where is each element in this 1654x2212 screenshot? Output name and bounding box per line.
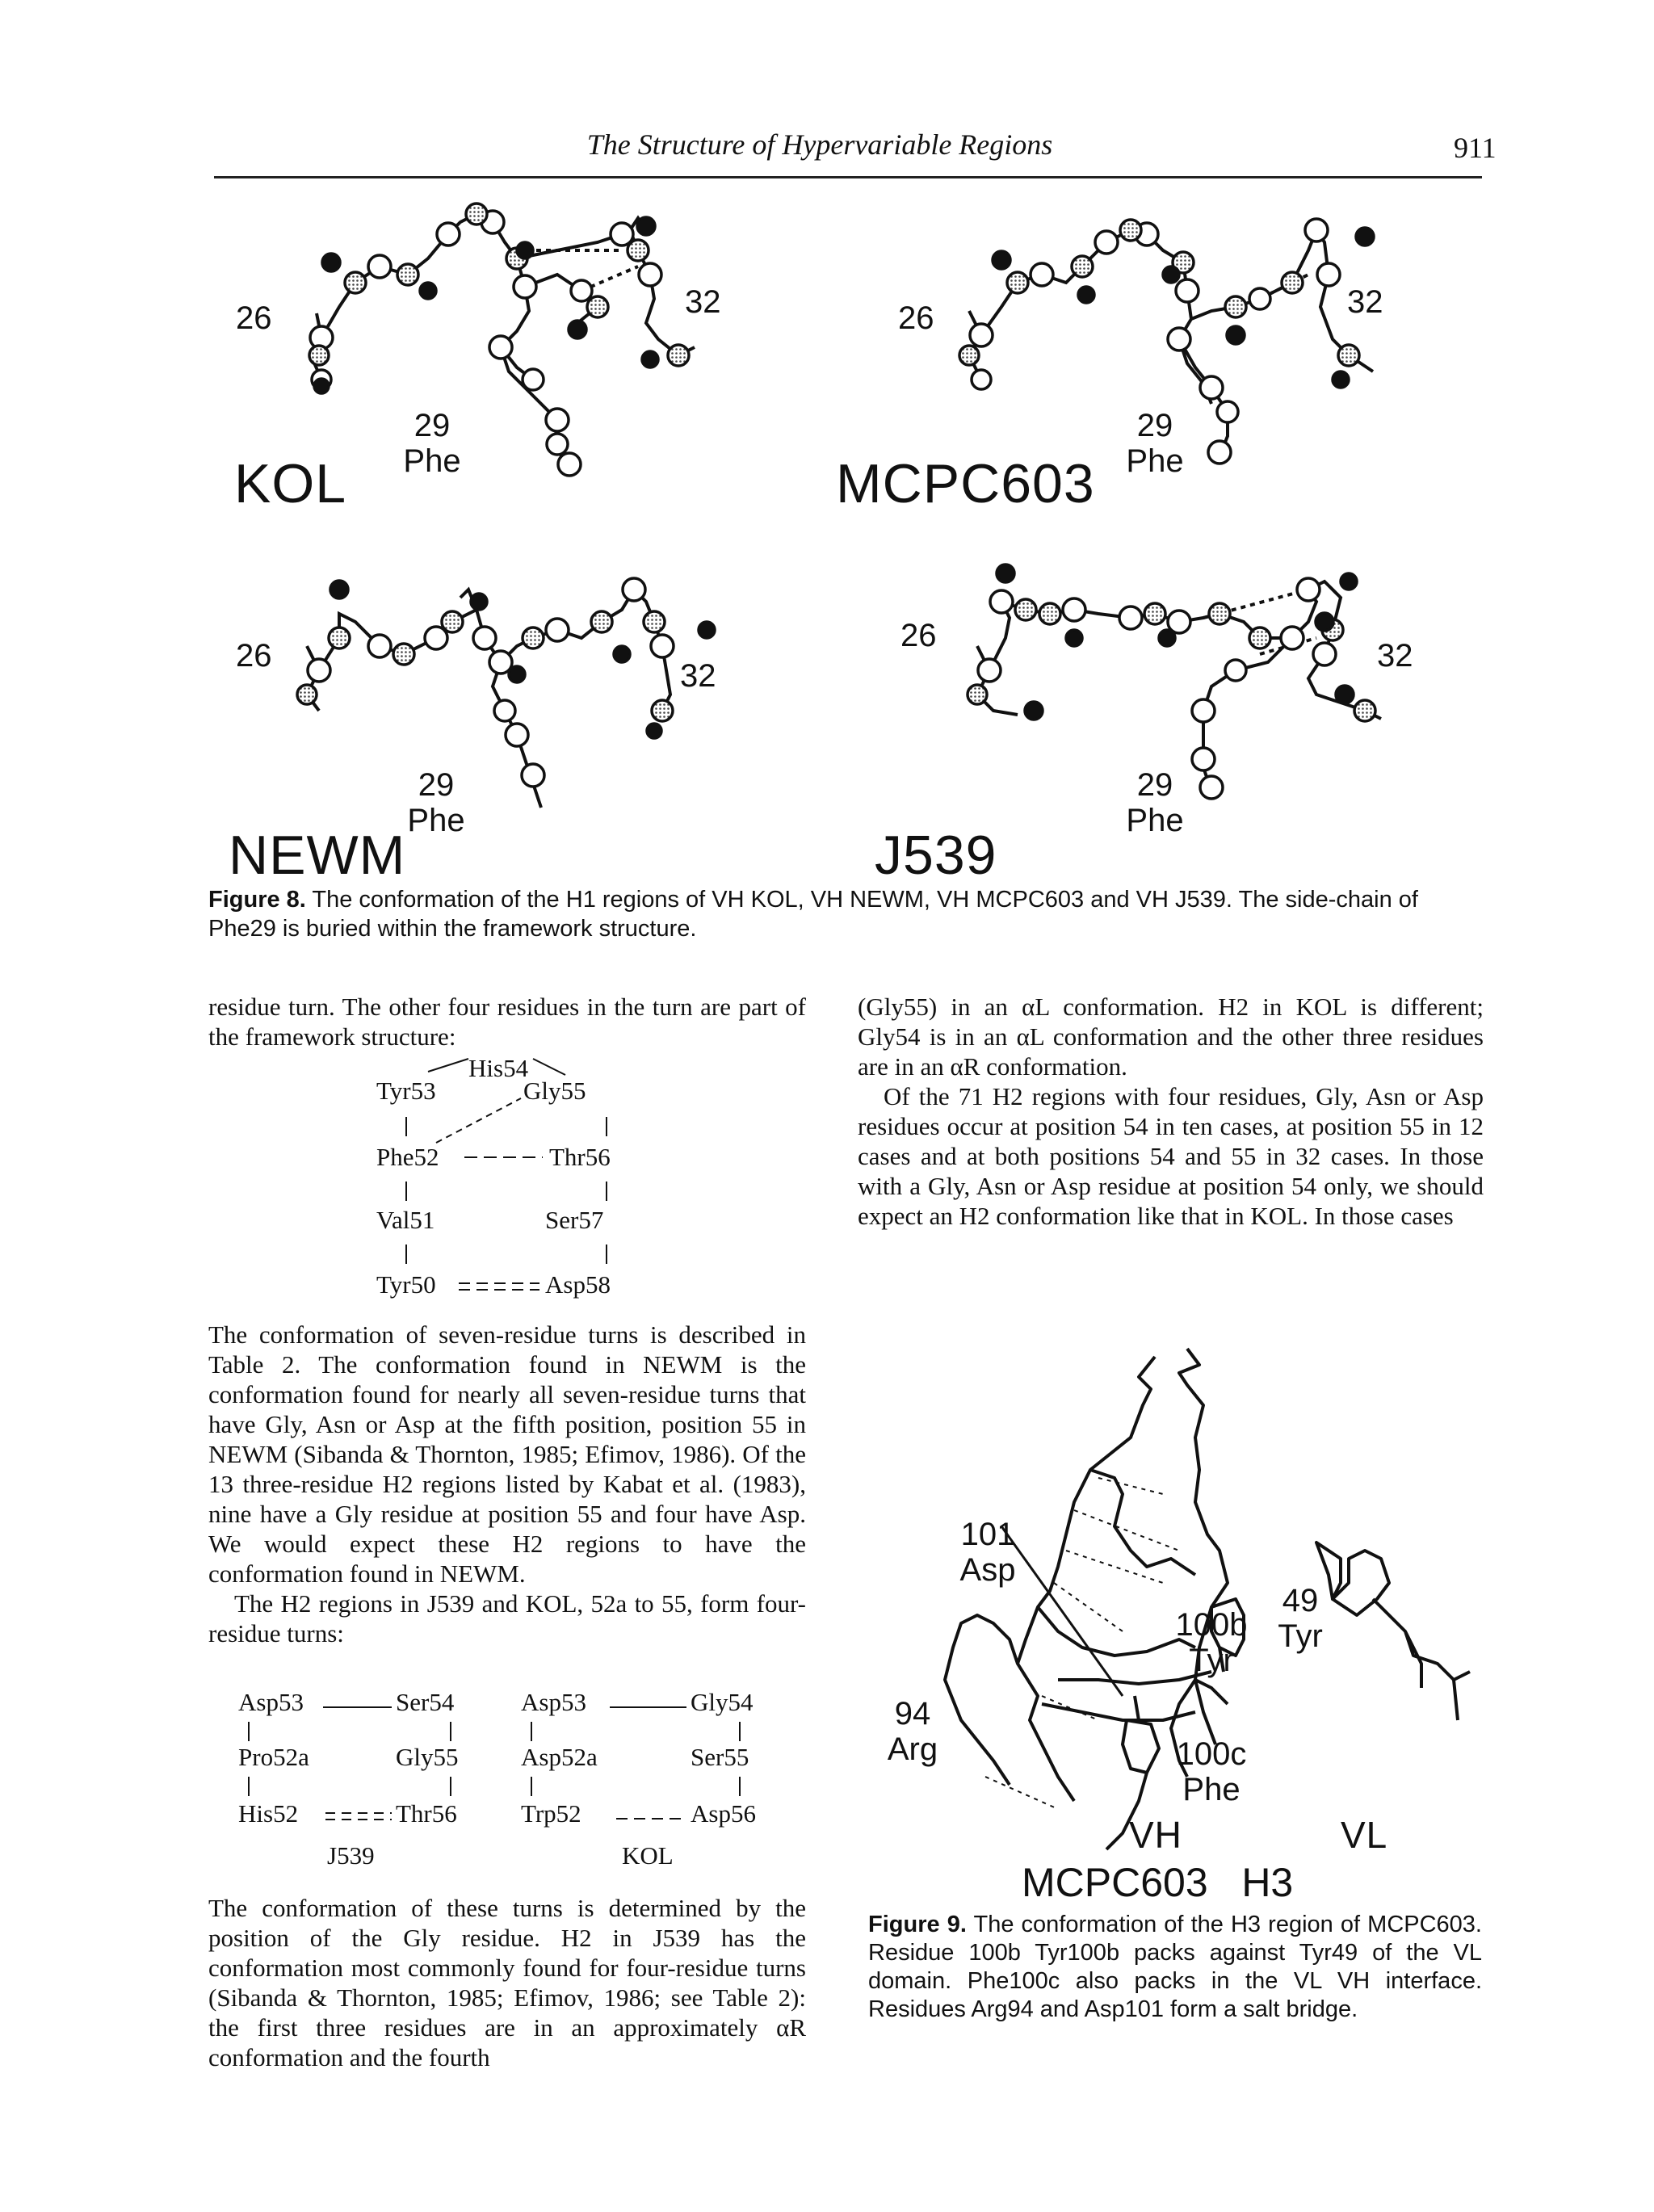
fig9-arg-label (876, 1696, 949, 1767)
fig9-phe-label (1167, 1736, 1256, 1807)
page-number: 911 (1454, 132, 1497, 164)
j539-gly55: Gly55 (396, 1743, 459, 1771)
figure8-caption-label: Figure 8. (208, 887, 306, 913)
four-residue-turn-scheme (238, 1688, 804, 1882)
figure8-caption (208, 885, 1484, 943)
j539-pro52a: Pro52a (238, 1743, 309, 1771)
left-col-bottom (208, 1893, 806, 2072)
fig9-tyr100b-label (1167, 1607, 1256, 1678)
scheme2-hbonds (238, 1688, 804, 1882)
scheme1-asp58: Asp58 (545, 1270, 611, 1299)
fig9-tyr49-name: Tyr (1278, 1618, 1323, 1654)
fig9-arg-number: 94 (894, 1696, 931, 1731)
kol-label: KOL (234, 453, 347, 514)
kol-asp53: Asp53 (521, 1688, 586, 1716)
figure9-caption-label: Figure 9. (868, 1912, 967, 1937)
scheme1-val51: Val51 (376, 1206, 435, 1234)
mcpc603-label: MCPC603 (836, 453, 1095, 514)
left-col-top (208, 992, 806, 1051)
fig9-phe-number: 100c (1176, 1736, 1247, 1772)
mcpc603-residue (1119, 408, 1191, 479)
running-title: The Structure of Hypervariable Regions (586, 128, 1053, 161)
j539-asp53: Asp53 (238, 1688, 304, 1716)
fig9-arg-name: Arg (887, 1731, 938, 1767)
fig9-asp-number: 101 (960, 1517, 1015, 1552)
newm-residue-number: 29 (418, 767, 455, 803)
j539-scheme-label: J539 (327, 1841, 375, 1870)
j539-residue-number: 29 (1136, 767, 1173, 803)
figure9-title: MCPC603 H3 (1022, 1860, 1294, 1905)
j539-residue-name: Phe (1126, 803, 1184, 838)
kol-scheme-label: KOL (622, 1841, 674, 1870)
j539-start-label: 26 (900, 618, 937, 653)
j539-label: J539 (875, 825, 997, 886)
newm-end-label: 32 (680, 658, 716, 694)
kol-asp56: Asp56 (691, 1799, 756, 1828)
fig9-tyr100b-name: Tyr (1189, 1643, 1234, 1678)
fig9-phe-name: Phe (1182, 1772, 1240, 1807)
scheme1-tyr53: Tyr53 (376, 1077, 436, 1105)
right-para-1: (Gly55) in an αL conformation. H2 in KOL is different; Gly54 is in an αL conformation and the other three residues are in an αR conformation. (858, 993, 1484, 1081)
kol-residue-name: Phe (403, 443, 461, 479)
j539-residue (1119, 767, 1191, 838)
figure9-caption (868, 1911, 1482, 2024)
newm-backbone (307, 590, 670, 808)
left-para-2: The conformation of seven-residue turns is described in Table 2. The conformation found in NEWM is the conformation found for nearly all seven-residue turns that have Gly, Asn or Asp at the fifth position, position 55 in NEWM (Sibanda & Thornton, 1985; Efimov, 1986). Of the 13 three-residue H2 regions listed by Kabat et al. (1983), nine have a Gly residue at position 55 and four have Asp. We would expect these H2 regions to have the conformation found in NEWM. (208, 1320, 806, 1588)
mcpc603-start-label: 26 (898, 300, 934, 336)
newm-residue-name: Phe (407, 803, 465, 838)
left-para-3: The H2 regions in J539 and KOL, 52a to 55, form four-residue turns: (208, 1589, 806, 1647)
kol-asp52a: Asp52a (521, 1743, 598, 1771)
scheme1-his54: His54 (468, 1054, 529, 1082)
j539-end-label: 32 (1377, 638, 1413, 674)
fig9-tyr49-number: 49 (1282, 1583, 1319, 1618)
fig9-vl-label: VL (1341, 1814, 1388, 1856)
mcpc603-end-label: 32 (1347, 284, 1383, 320)
kol-trp52: Trp52 (521, 1799, 581, 1828)
scheme1-tyr50: Tyr50 (376, 1270, 436, 1299)
kol-residue-number: 29 (414, 408, 451, 443)
fig9-vh-label: VH (1129, 1814, 1182, 1856)
fig9-asp-name: Asp (959, 1552, 1016, 1588)
newm-label: NEWM (229, 825, 406, 886)
figure8-drawings (0, 0, 1654, 888)
kol-start-label: 26 (236, 300, 272, 336)
figure8-caption-text: The conformation of the H1 regions of VH KOL, VH NEWM, VH MCPC603 and VH J539. The side-chain of Phe29 is buried within the framework structure. (208, 887, 1418, 942)
mcpc603-residue-number: 29 (1136, 408, 1173, 443)
kol-ser55: Ser55 (691, 1743, 749, 1771)
right-col-top (858, 992, 1484, 1231)
fig9-asp-label (951, 1517, 1024, 1588)
j539-thr56: Thr56 (396, 1799, 457, 1828)
kol-end-label: 32 (685, 284, 721, 320)
left-para-4: The conformation of these turns is determined by the position of the Gly residue. H2 in J539 has the conformation most commonly found for four-residue turns (Sibanda & Thornton, 1985; Efimov, 1986; see Table 2): the first three residues are in an approximately αR conformation and the fourth (208, 1894, 806, 2071)
scheme1-gly55: Gly55 (523, 1077, 586, 1105)
scheme1-hbonds (363, 1054, 670, 1312)
kol-residue (396, 408, 468, 479)
scheme1-thr56: Thr56 (549, 1143, 611, 1171)
seven-residue-turn-scheme (363, 1054, 670, 1312)
right-para-2: Of the 71 H2 regions with four residues, Gly, Asn or Asp residues occur at position 54 in ten cases, at position 55 in 12 cases and at both positions 54 and 55 in 32 cases. In those with a Gly, Asn or Asp residue at position 54 only, we should expect an H2 conformation like that in KOL. In those cases (858, 1082, 1484, 1230)
j539-his52: His52 (238, 1799, 299, 1828)
fig9-tyr100b-number: 100b (1175, 1607, 1248, 1643)
newm-residue (400, 767, 472, 838)
j539-ser54: Ser54 (396, 1688, 455, 1716)
scheme1-ser57: Ser57 (545, 1206, 604, 1234)
mcpc603-residue-name: Phe (1126, 443, 1184, 479)
newm-start-label: 26 (236, 638, 272, 674)
fig9-tyr49-label (1264, 1583, 1337, 1654)
figure9-caption-text: The conformation of the H3 region of MCPC603. Residue 100b Tyr100b packs against Tyr49 of the VL domain. Phe100c also packs in the VL VH interface. Residues Arg94 and Asp101 form a salt bridge. (868, 1912, 1482, 2022)
left-para-1: residue turn. The other four residues in the turn are part of the framework structure: (208, 993, 806, 1051)
scheme1-phe52: Phe52 (376, 1143, 439, 1171)
kol-gly54: Gly54 (691, 1688, 754, 1716)
left-col-middle (208, 1320, 806, 1648)
